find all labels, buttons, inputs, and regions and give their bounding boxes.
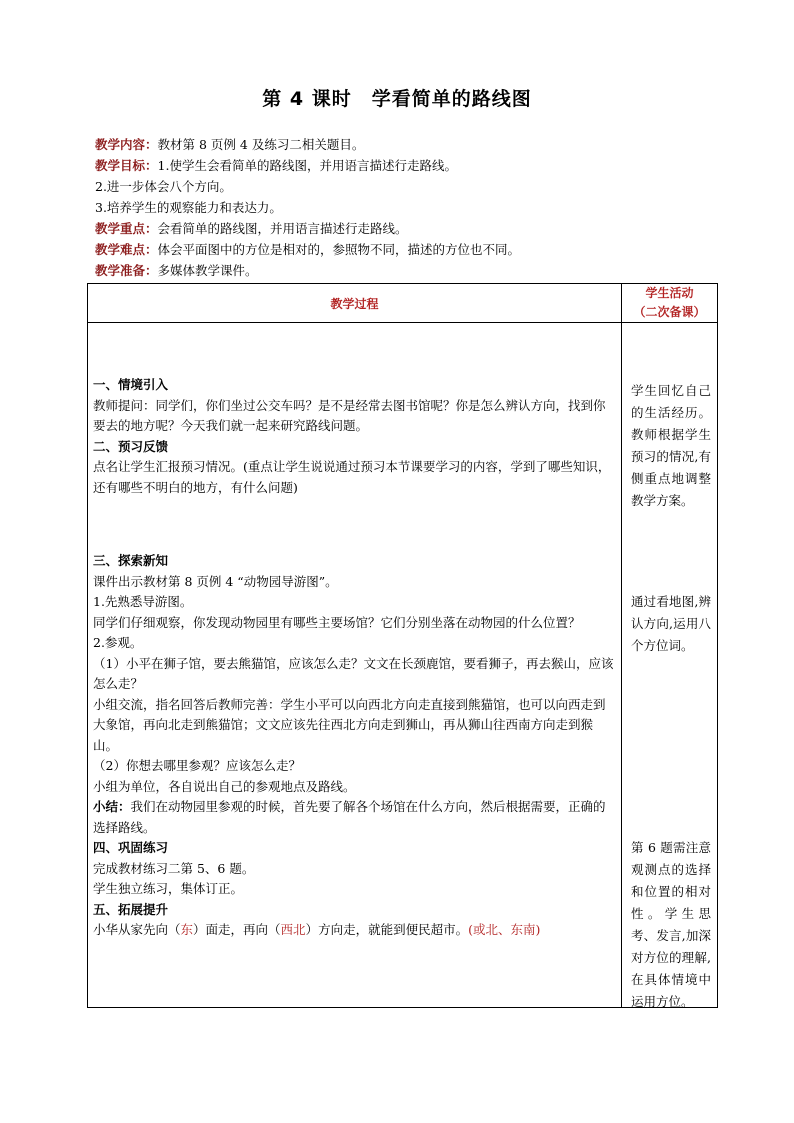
- section-5-text: [93, 920, 615, 941]
- section-4-text2: 学生独立练习，集体订正。: [93, 881, 244, 896]
- section-4-text1: 完成教材练习二第 5、6 题。: [93, 860, 255, 876]
- section-3-intro: 课件出示教材第 8 页例 4 “动物园导游图”。: [93, 573, 338, 589]
- section-3-title: 三、探索新知: [93, 553, 169, 568]
- s5-answer-3: (或北、东南): [468, 922, 541, 937]
- header-side-line2: （二次备课）: [633, 305, 706, 319]
- prep-label: 教学准备：: [95, 263, 158, 278]
- section-4-title: 四、巩固练习: [93, 840, 169, 855]
- page-title: 第 4 课时 学看简单的路线图: [262, 88, 532, 110]
- s5-mid1: ）面走，再向（: [193, 922, 281, 937]
- section-3-step1: 1.先熟悉导游图。: [93, 594, 193, 609]
- difficulty-text: 体会平面图中的方位是相对的，参照物不同，描述的方位也不同。: [157, 242, 521, 257]
- goal-label: 教学目标：: [95, 158, 158, 173]
- goal-1: 1.使学生会看简单的路线图，并用语言描述行走路线。: [157, 158, 457, 173]
- meta-difficulty: [95, 239, 725, 260]
- section-3-answer1: 小组交流，指名回答后教师完善：学生小平可以向西北方向走直接到熊猫馆，也可以向西走到大象馆，再向北走到熊猫馆；文文应该先往西北方向走到狮山，再从狮山往西南方向走到猴山。: [93, 696, 606, 753]
- section-2-text: 点名让学生汇报预习情况。(重点让学生说说通过预习本节课要学习的内容，学到了哪些知识，还有哪些不明白的地方，有什么问题): [93, 459, 611, 495]
- key-label: 教学重点：: [95, 221, 158, 236]
- side-note-2: 通过看地图,辨认方向,运用八个方位词。: [631, 594, 711, 653]
- header-side-line1: 学生活动: [645, 286, 694, 300]
- section-3-step1-text: 同学们仔细观察，你发现动物园里有哪些主要场馆？它们分别坐落在动物园的什么位置？: [93, 614, 581, 630]
- s5-answer-2: 西北: [280, 922, 306, 937]
- section-3-step2: 2.参观。: [93, 635, 143, 650]
- key-text: 会看简单的路线图，并用语言描述行走路线。: [157, 221, 408, 236]
- content-text: 教材第 8 页例 4 及练习二相关题目。: [157, 137, 365, 152]
- prep-text: 多媒体教学课件。: [157, 263, 258, 278]
- meta-prep: [95, 260, 725, 281]
- content-label: 教学内容：: [95, 137, 158, 152]
- side-note-1: 学生回忆自己的生活经历。教师根据学生预习的情况,有侧重点地调整教学方案。: [631, 383, 711, 508]
- table-body-row: [88, 323, 718, 1008]
- section-5-title: 五、拓展提升: [93, 901, 169, 917]
- section-3-summary: [93, 797, 615, 838]
- lesson-table: [87, 283, 718, 1008]
- summary-text: 我们在动物园里参观的时候，首先要了解各个场馆在什么方向，然后根据需要，正确的选择路线。: [93, 799, 606, 835]
- s5-answer-1: 东: [180, 922, 194, 937]
- section-1-title: 一、情境引入: [93, 377, 169, 392]
- section-2-title: 二、预习反馈: [93, 438, 169, 454]
- goal-3: 3.培养学生的观察能力和表达力。: [95, 200, 282, 215]
- spacer: [93, 498, 615, 551]
- section-3-question1: （1）小平在狮子馆，要去熊猫馆，应该怎么走？文文在长颈鹿馆，要看狮子，再去猴山，应该怎么走？: [93, 655, 614, 691]
- process-cell: [88, 323, 622, 1008]
- header-side: [622, 284, 718, 323]
- table-header-row: [88, 284, 718, 323]
- section-1-text: 教师提问：同学们，你们坐过公交车吗？是不是经常去图书馆呢？你是怎么辨认方向，找到你要去的地方呢？今天我们就一起来研究路线问题。: [93, 397, 606, 433]
- header-process: 教学过程: [88, 284, 622, 323]
- section-3-answer2: 小组为单位，各自说出自己的参观地点及路线。: [93, 778, 356, 794]
- process-content: [93, 375, 615, 941]
- s5-mid2: ）方向走，就能到便民超市。: [305, 922, 469, 937]
- section-3-question2: （2）你想去哪里参观？应该怎么走？: [93, 758, 301, 773]
- s5-pre: 小华从家先向（: [93, 922, 181, 937]
- meta-goal: [95, 155, 725, 176]
- meta-content: [95, 134, 725, 155]
- side-notes-cell: [622, 323, 718, 1008]
- meta-key: [95, 218, 725, 239]
- goal-2: 2.进一步体会八个方向。: [95, 179, 232, 194]
- lesson-meta: [95, 134, 725, 281]
- summary-label: 小结：: [93, 799, 131, 814]
- difficulty-label: 教学难点：: [95, 242, 158, 257]
- side-note-3: 第 6 题需注意观测点的选择和位置的相对性。学生思考、发言,加深对方位的理解,在具体情境中运用方位。: [631, 840, 711, 1009]
